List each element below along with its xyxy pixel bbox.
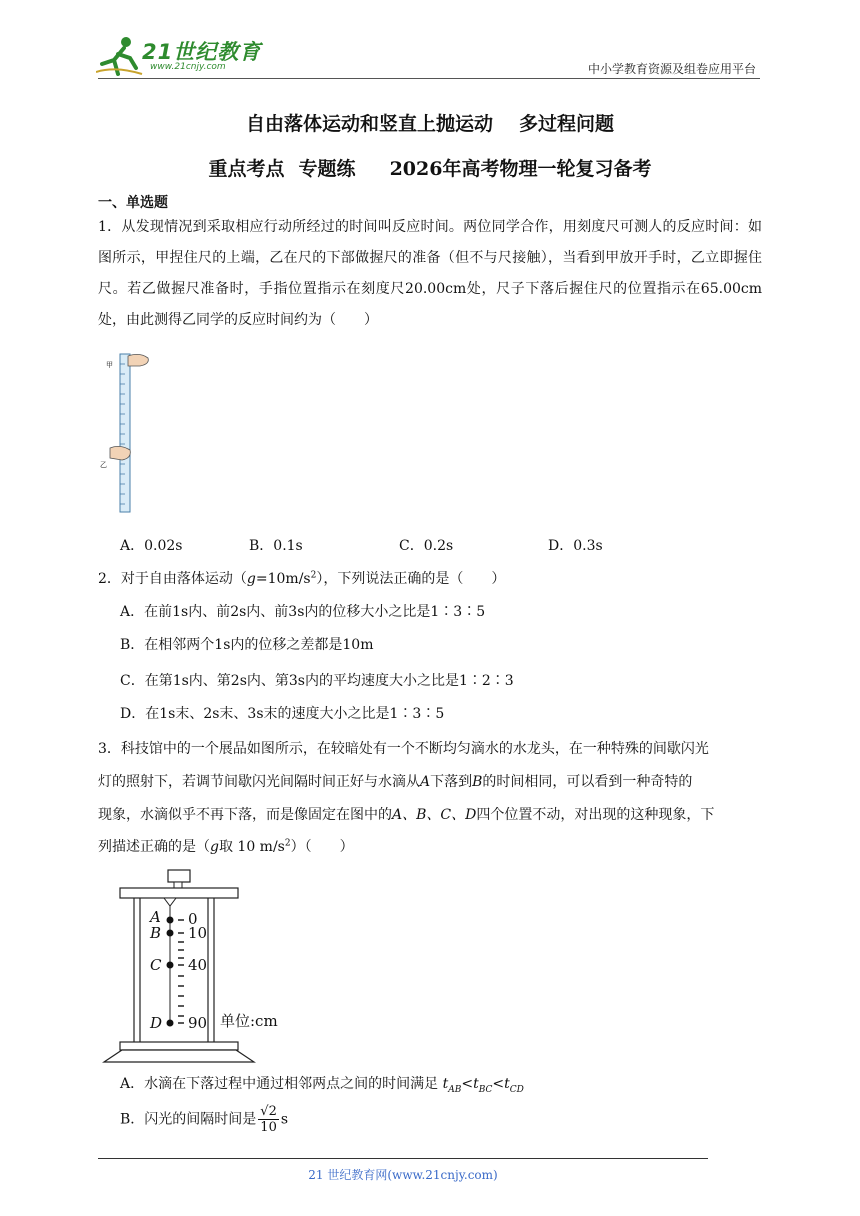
logo-text: 21世纪教育 (142, 40, 262, 64)
q2-g-value: =10m/s (255, 571, 311, 587)
q3-l4-exponent: 2 (284, 838, 291, 849)
q2-option-a[interactable]: A．在前1s内、前2s内、前3s内的位移大小之比是1∶3∶5 (120, 604, 486, 620)
subtitle-focus: 重点考点 (208, 158, 285, 180)
footer-divider (98, 1158, 708, 1159)
t-symbol: t (442, 1076, 449, 1092)
lt-2: < (492, 1076, 505, 1092)
reading-d: 90 (188, 1014, 208, 1032)
q3-l2-point-b: B (472, 774, 483, 790)
q3-l2-b: 下落到 (430, 774, 473, 790)
q3-option-a[interactable] (120, 1073, 524, 1095)
question-3-line-1: 3．科技馆中的一个展品如图所示，在较暗处有一个不断均匀滴水的水龙头，在一种特殊的间歇闪光 (98, 741, 709, 757)
q3-l4-c: ）（ ） (290, 839, 354, 855)
sub-bc: BC (478, 1084, 493, 1095)
q1-option-a[interactable]: A．0.02s (120, 538, 183, 554)
label-yi: 乙 (100, 461, 107, 469)
q1-option-d[interactable]: D．0.3s (548, 538, 603, 554)
q3-option-b[interactable] (120, 1104, 288, 1135)
q3-l2-point-a: A (420, 774, 431, 790)
point-a-label: A (150, 908, 161, 926)
q1-option-c[interactable]: C．0.2s (399, 538, 454, 554)
page-subtitle (0, 154, 860, 181)
q3-l4-a: 列描述正确的是（ (98, 839, 210, 855)
q2-option-b[interactable]: B．在相邻两个1s内的位移之差都是10m (120, 637, 374, 653)
question-3-line-3 (98, 804, 714, 824)
title-subtopic: 多过程问题 (519, 113, 615, 135)
logo-url: www.21cnjy.com (150, 62, 226, 72)
q3-l2-c: 的时间相同，可以看到一种奇特的 (482, 774, 693, 790)
q2-exponent: 2 (310, 570, 317, 581)
point-c-label: C (150, 956, 162, 974)
q3-l3-a: 现象，水滴似乎不再下落，而是像固定在图中的 (98, 807, 392, 823)
q2-g-symbol: g (246, 571, 256, 587)
sub-ab: AB (448, 1084, 462, 1095)
q3-opt-a-text: A．水滴在下落过程中通过相邻两点之间的时间满足 (120, 1076, 439, 1092)
point-d-label: D (150, 1014, 163, 1032)
title-topic: 自由落体运动和竖直上抛运动 (245, 113, 493, 135)
q2-option-c[interactable]: C．在第1s内、第2s内、第3s内的平均速度大小之比是1∶2∶3 (120, 673, 514, 689)
q1-option-b[interactable]: B．0.1s (249, 538, 303, 554)
q2-stem-start: 2．对于自由落体运动（ (98, 571, 247, 587)
q3-l3-b: 四个位置不动，对出现的这种现象，下 (476, 807, 715, 823)
unit-label: 单位:cm (220, 1012, 278, 1030)
ruler-figure (100, 350, 160, 520)
label-jia: 甲 (106, 361, 113, 369)
q3-l2-a: 灯的照射下，若调节间歇闪光间隔时间正好与水滴从 (98, 774, 420, 790)
header-platform-text: 中小学教育资源及组卷应用平台 (587, 62, 756, 76)
subtitle-practice: 专题练 (298, 158, 356, 180)
t-symbol: t (473, 1076, 479, 1092)
subtitle-exam: 2026年高考物理一轮复习备考 (389, 158, 652, 180)
fraction-numerator: √2 (260, 1104, 277, 1119)
footer-text: 21 世纪教育网(www.21cnjy.com) (308, 1168, 498, 1182)
faucet-figure (100, 866, 340, 1066)
fraction (258, 1104, 279, 1135)
q2-option-d[interactable]: D．在1s末、2s末、3s末的速度大小之比是1∶3∶5 (120, 706, 445, 722)
question-1-text: 1．从发现情况到采取相应行动所经过的时间叫反应时间。两位同学合作，用刻度尺可测人的反应时间：如图所示，甲捏住尺的上端，乙在尺的下部做握尺的准备（但不与尺接触），当看到甲放开手时，乙立即握住尺。若乙做握尺准备时，手指位置指示在刻度尺20.00cm处，尺子下落后握住尺的位置指示在65.00cm处，由此测得乙同学的反应时间约为（ ） (98, 219, 762, 328)
question-3-line-4 (98, 836, 354, 856)
q2-stem-end: ），下列说法正确的是（ ） (316, 571, 506, 587)
lt-1: < (461, 1076, 474, 1092)
sub-cd: CD (509, 1084, 524, 1095)
question-3-line-2 (98, 771, 692, 791)
unit-seconds: s (280, 1111, 289, 1128)
q3-l4-g: g (210, 839, 219, 855)
page-title (0, 109, 860, 136)
fraction-denominator: 10 (260, 1120, 277, 1135)
t-symbol: t (504, 1076, 510, 1092)
reading-c: 40 (188, 956, 208, 974)
section-heading: 一、单选题 (98, 195, 168, 211)
reading-b: 10 (188, 924, 208, 942)
q3-l4-b: 取 10 m/s (218, 839, 285, 855)
point-b-label: B (150, 924, 162, 942)
header-divider (98, 78, 760, 79)
reading-a: 0 (188, 910, 198, 928)
q3-opt-b-text: B．闪光的间隔时间是 (120, 1111, 257, 1128)
question-2-text (98, 568, 505, 588)
q3-l3-points: A、B、C、D (392, 807, 477, 823)
